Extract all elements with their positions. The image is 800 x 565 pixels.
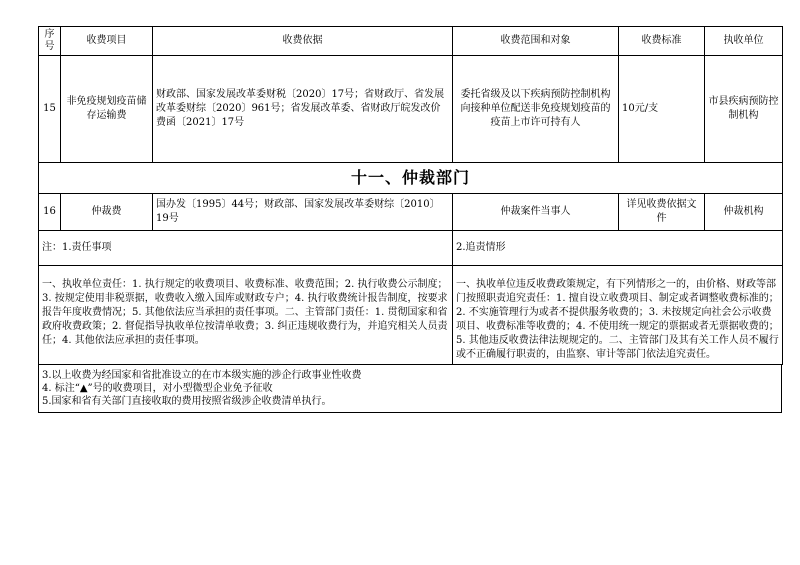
footnote-5: 5.国家和省有关部门直接收取的费用按照省级涉企收费清单执行。 (42, 396, 332, 407)
fee-table (38, 26, 783, 365)
header-item: 收费项目 (61, 27, 153, 56)
section-row (39, 163, 783, 194)
fee-table-sheet (38, 26, 782, 413)
section-title: 十一、仲裁部门 (39, 163, 783, 194)
row-unit: 仲裁机构 (705, 194, 783, 231)
footnote-4: 4. 标注“▲”号的收费项目，对小型微型企业免予征收 (42, 383, 273, 394)
row-scope: 委托省级及以下疾病预防控制机构向接种单位配送非免疫规划疫苗的疫苗上市许可持有人 (453, 56, 619, 163)
row-seq: 16 (39, 194, 61, 231)
table-header-row (39, 27, 783, 56)
header-seq: 序号 (39, 27, 61, 56)
header-standard: 收费标准 (619, 27, 705, 56)
accountability-title: 2.追责情形 (453, 231, 783, 266)
row-standard: 详见收费依据文件 (619, 194, 705, 231)
responsibility-title: 注：1.责任事项 (39, 231, 453, 266)
header-unit: 执收单位 (705, 27, 783, 56)
row-basis: 国办发〔1995〕44号；财政部、国家发展改革委财综〔2010〕19号 (153, 194, 453, 231)
footnote-3: 3.以上收费为经国家和省批准设立的在市本级实施的涉企行政事业性收费 (42, 370, 362, 381)
row-unit: 市县疾病预防控制机构 (705, 56, 783, 163)
row-standard: 10元/支 (619, 56, 705, 163)
responsibility-body: 一、执收单位责任：1. 执行规定的收费项目、收费标准、收费范围；2. 执行收费公示制度；3. 按规定使用非税票据，收费收入缴入国库或财政专户；4. 执行收费统计报告制度，按要求报告年度收费情况；5. 其他依法应当承担的责任事项。二、主管部门责任：1. 贯彻国家和省政府收费政策；2. 督促指导执收单位按清单收费；3. 纠正违规收费行为，并追究相关人员责任；4. 其他依法应承担的责任事项。 (39, 266, 453, 365)
table-row (39, 194, 783, 231)
notes-title-row (39, 231, 783, 266)
row-seq: 15 (39, 56, 61, 163)
accountability-body: 一、执收单位违反收费政策规定，有下列情形之一的，由价格、财政等部门按照职责追究责任：1. 擅自设立收费项目、制定或者调整收费标准的；2. 不实施管理行为或者不提供服务收费的；3. 未按规定向社会公示收费项目、收费标准等收费的；4. 不使用统一规定的票据或者无票据收费的；5. 其他违反收费法律法规规定的。二、主管部门及其有关工作人员不履行或不正确履行职责的，由监察、审计等部门依法追究责任。 (453, 266, 783, 365)
notes-body-row (39, 266, 783, 365)
row-item: 非免疫规划疫苗储存运输费 (61, 56, 153, 163)
table-row (39, 56, 783, 163)
header-scope: 收费范围和对象 (453, 27, 619, 56)
row-basis: 财政部、国家发展改革委财税〔2020〕17号；省财政厅、省发展改革委财综〔2020〕961号；省发展改革委、省财政厅皖发改价费函〔2021〕17号 (153, 56, 453, 163)
header-basis: 收费依据 (153, 27, 453, 56)
footnotes (38, 365, 782, 413)
row-scope: 仲裁案件当事人 (453, 194, 619, 231)
row-item: 仲裁费 (61, 194, 153, 231)
